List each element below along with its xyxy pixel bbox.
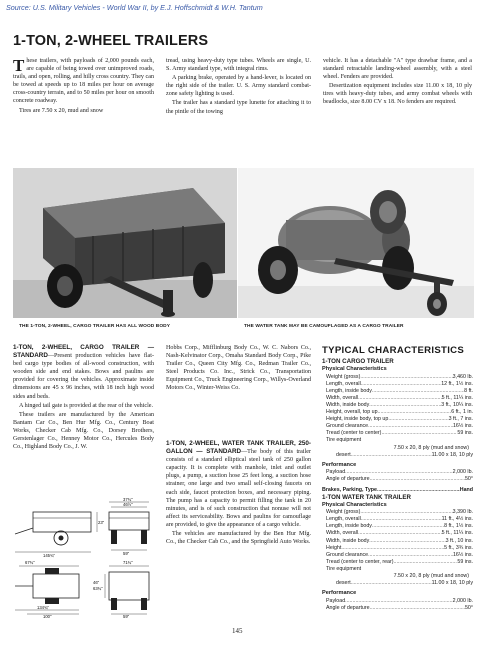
spec-row: desert ..... 11.00 x 18, 10 ply — [322, 452, 473, 459]
cargo-section-column-1 — [13, 344, 154, 452]
drop-cap: T — [13, 56, 25, 75]
spec-row: Tire equipment — [326, 437, 362, 444]
water-spec-rows — [322, 509, 473, 573]
dim-label: 134¾" — [37, 605, 49, 610]
intro-paragraph: These trailers, with payloads of 2,000 pounds each, are capable of being towed over unimproved roads, trails, and open, rolling, and hilly cross country. They can be towed at speeds up to 18 miles per hour on average cross-country terrain, and to 50 miles per hour on smooth concrete roadway. — [13, 56, 154, 105]
intro-column-2 — [166, 57, 311, 117]
cargo-section-heading: 1-TON, 2-WHEEL, CARGO TRAILER —STANDARD — [13, 344, 154, 360]
typical-characteristics-title: TYPICAL CHARACTERISTICS — [322, 345, 465, 356]
cargo-section-column-2 — [166, 344, 311, 394]
cargo-spec-heading: 1-TON CARGO TRAILER — [322, 358, 394, 365]
dim-label: 37¾" — [123, 498, 133, 502]
water-tank-trailer-photo — [238, 168, 474, 318]
spec-row: Width, overall ..... 5 ft., 11¼ ins. — [322, 395, 473, 402]
cargo-paragraph: These trailers are manufactured by the American Bantam Car Co., Ben Hur Mfg. Co., Century Boat Works, Checker Cab Mfg. Co., Dorsey Brothers, Gerstenlager Co., Henney Motor Co., Hercules Body Co., Highland Body Co., J. W. — [13, 411, 154, 451]
intro-paragraph: A parking brake, operated by a hand-lever, is located on the right side of the trailer. U. S. Army standard combat-zone safety lighting is used. — [166, 75, 311, 98]
photo-caption-left: THE 1-TON, 2-WHEEL, CARGO TRAILER HAS ALL WOOD BODY — [19, 324, 171, 329]
water-tire-spec: 7.50 x 20, 8 ply (mud and snow) — [393, 573, 469, 580]
cargo-trailer-photo-image — [13, 168, 237, 318]
spec-row: Height, overall, top up ..... 6 ft., 1 in. — [322, 409, 473, 416]
intro-paragraph: tread, using heavy-duty type tubes. Wheels are single, U. S. Army standard type, with integral rims. — [166, 58, 311, 73]
spec-row: Length, overall ..... 11 ft., 4½ ins. — [322, 516, 473, 523]
cargo-paragraph: 1-TON, 2-WHEEL, CARGO TRAILER —STANDARD—Present production vehicles have flat-bed cargo type bodies of all-wood construction, with wooden side and end stakes. Bows and paulins are provided for covering the vehicles. Approximate inside dimensions are 45 x 96 inches, with 18 inch high wood sides and beds. — [13, 344, 154, 400]
spec-row: Tread (center to center) ..... 59 ins. — [322, 430, 473, 437]
page-number: 145 — [232, 627, 243, 635]
dim-label: 46½" — [123, 502, 133, 507]
dim-label: 100" — [43, 614, 52, 618]
dim-label: 63¾" — [93, 586, 103, 591]
spec-row: Tire equipment — [326, 565, 362, 572]
intro-paragraph: Desertization equipment includes size 11.00 x 18, 10 ply tires with heavy-duty tubes, and army combat wheels with beadlocks, size 8.00 CV x 18. No fenders are required. — [323, 83, 472, 106]
intro-paragraph: The trailer has a standard type lunette for attaching it to the pintle of the towing — [166, 100, 311, 115]
performance-heading: Performance — [322, 461, 357, 468]
spec-row: Weight (gross) ..... 3,390 lb. — [322, 509, 473, 516]
spec-row: Length, inside body ..... 8 ft., 1½ ins. — [322, 523, 473, 530]
intro-paragraph: Tires are 7.50 x 20, mud and snow — [19, 107, 104, 114]
cargo-paragraph: A hinged tail gate is provided at the rear of the vehicle. — [19, 402, 154, 409]
spec-row: Tread (center to center, rear) ..... 59 ins. — [322, 559, 473, 566]
dim-label: 67¾" — [25, 560, 35, 565]
spec-row: Payload ..... 2,000 lb. — [322, 598, 473, 605]
rear-view-drawing — [105, 566, 149, 614]
dim-label: 23" — [98, 520, 105, 525]
performance-heading: Performance — [322, 590, 357, 597]
water-performance-rows — [322, 598, 473, 612]
intro-paragraph: vehicle. It has a detachable "A" type drawbar frame, and a standard retractable landing-wheel assembly, with a steel wheel. Fenders are provided. — [323, 58, 472, 81]
water-paragraph: The vehicles are manufactured by the Ben Hur Mfg. Co., the Checker Cab Co., and the Springfield Auto Works. — [166, 531, 311, 546]
cargo-paragraph: Hobbs Corp., Mifflinburg Body Co., W. C. Nabors Co., Nash-Kelvinator Corp., Omaha Standard Body Corp., Pike Trailer Co., Queen City Mfg. Co., Redman Trailer Co., Steel Products Co. Inc., Strick Co., Transportation Equipment Co., Truck Engineering Corp., Willys-Overland Motors Co., Winter-Weiss Co. — [166, 345, 311, 392]
spec-row: Height, inside body, top up ..... 3 ft., 7 ins. — [322, 416, 473, 423]
spec-row: Ground clearance ..... 16½ ins. — [322, 552, 473, 559]
water-spec-heading: 1-TON WATER TANK TRAILER — [322, 493, 412, 501]
physical-characteristics-heading: Physical Characteristics — [322, 501, 387, 508]
cargo-trailer-photo — [13, 168, 237, 318]
cargo-performance-rows — [322, 469, 473, 483]
dim-label: 71¾" — [123, 560, 133, 565]
page-title: 1-TON, 2-WHEEL TRAILERS — [13, 33, 209, 49]
dim-label: 59" — [123, 614, 130, 618]
end-view-drawing — [109, 502, 149, 550]
trailer-dimension-diagram — [13, 498, 159, 618]
water-section-heading: 1-TON, 2-WHEEL, WATER TANK TRAILER, 250-GALLON — STANDARD — [166, 440, 311, 456]
side-view-drawing — [15, 512, 97, 552]
spec-row: Width, inside body ..... 3 ft., 10 ins. — [322, 538, 473, 545]
water-tank-trailer-photo-image — [238, 168, 474, 318]
dim-label: 59" — [123, 551, 130, 556]
spec-row: desert ..... 11.00 x 18, 10 ply — [322, 580, 473, 587]
dimension-drawings — [13, 498, 159, 618]
spec-row: Width, overall ..... 5 ft., 11¼ ins. — [322, 530, 473, 537]
spec-row: Height ..... 5 ft., 3¾ ins. — [322, 545, 473, 552]
physical-characteristics-heading: Physical Characteristics — [322, 366, 387, 372]
spec-row: Angle of departure ..... 50° — [322, 605, 473, 612]
photo-caption-right: THE WATER TANK MAY BE CAMOUFLAGED AS A CARGO TRAILER — [244, 324, 404, 329]
cargo-tire-spec: 7.50 x 20, 8 ply (mud and snow) — [393, 444, 469, 451]
dim-label: 145¾" — [43, 553, 55, 558]
spec-row: Angle of departure ..... 50° — [322, 476, 473, 483]
water-paragraph: 1-TON, 2-WHEEL, WATER TANK TRAILER, 250-GALLON — STANDARD—The body of this trailer consists of a standard elliptical steel tank of 250 gallon capacity. It is complete with manhole, inlet and outlet plugs, a pump, a suction hose 25 feet long, a suction hose strainer, one large and two small self-closing faucets on each side, faucet protection boxes, and necessary piping. The pump has a capacity to permit filling the tank in 20 minutes, and is of such construction that nonuse will not affect its serviceability. Bows and paulins for camouflage are provided, to give the appearance of a cargo vehicle. — [166, 440, 312, 528]
cargo-spec-rows — [322, 374, 473, 445]
spec-row: Weight (gross) ..... 3,460 lb. — [322, 374, 473, 381]
intro-column-3 — [323, 57, 472, 108]
typical-characteristics-table — [322, 358, 473, 612]
dim-label: 46" — [93, 580, 100, 585]
spec-row: Brakes, Parking, Type ..... Hand — [322, 487, 473, 494]
source-line: Source: U.S. Military Vehicles - World War II, by E.J. Hoffschmidt & W.H. Tantum — [6, 3, 263, 12]
spec-row: Length, inside body ..... 8 ft. — [322, 388, 473, 395]
water-section-column — [166, 440, 311, 547]
spec-row: Payload ..... 2,000 lb. — [322, 469, 473, 476]
spec-row: Ground clearance ..... 16½ ins. — [322, 423, 473, 430]
spec-row: Width, inside body ..... 3 ft., 10¼ ins. — [322, 402, 473, 409]
intro-column-1 — [13, 57, 154, 116]
spec-row: Length, overall ..... 12 ft., 1½ ins. — [322, 381, 473, 388]
